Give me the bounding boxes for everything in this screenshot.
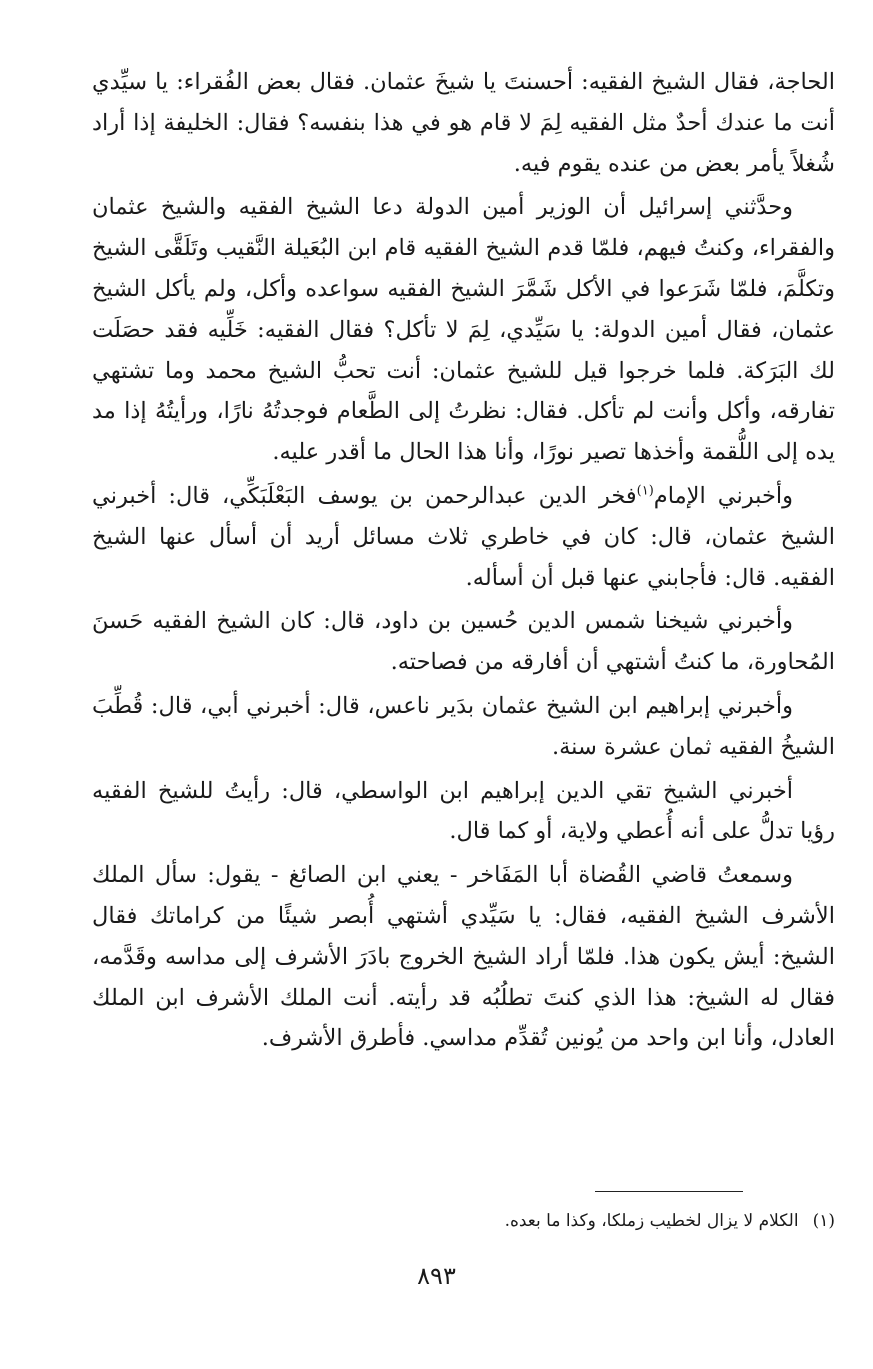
paragraph-3: [92, 476, 835, 598]
footnote-text: الكلام لا يزال لخطيب زملكا، وكذا ما بعده.: [504, 1211, 799, 1231]
main-text: [92, 62, 835, 1059]
paragraph-3-start: وأخبرني الإمام: [653, 482, 793, 509]
footnote-number: (١): [812, 1211, 835, 1231]
footnote: [92, 1206, 835, 1236]
paragraph-1: الحاجة، فقال الشيخ الفقيه: أحسنتَ يا شيخَ عثمان. فقال بعض الفُقراء: يا سيِّدي أنت ما عندك أحدٌ مثل الفقيه لِمَ لا قام هو في هذا بنفسه؟ فقال: الخليفة إذا أراد شُغلاً يأمر بعض من عنده يقوم فيه.: [92, 69, 835, 177]
footnote-reference[interactable]: (١): [636, 483, 654, 499]
page-number: ٨٩٣: [417, 1262, 456, 1290]
paragraph-5: وأخبرني إبراهيم ابن الشيخ عثمان بدَير ناعس، قال: أخبرني أبي، قال: قُطِّبَ الشيخُ الفقيه ثمان عشرة سنة.: [92, 692, 835, 760]
paragraph-6: أخبرني الشيخ تقي الدين إبراهيم ابن الواسطي، قال: رأيتُ للشيخ الفقيه رؤيا تدلُّ على أنه أُعطي ولاية، أو كما قال.: [92, 777, 835, 845]
paragraph-3-rest: فخر الدين عبدالرحمن بن يوسف البَعْلَبَكِّي، قال: أخبرني الشيخ عثمان، قال: كان في خاطري ثلاث مسائل أريد أن أسأل عنها الشيخ الفقيه. قال: فأجابني عنها قبل أن أسأله.: [92, 482, 835, 591]
paragraph-2: وحدَّثني إسرائيل أن الوزير أمين الدولة دعا الشيخ الفقيه والشيخ عثمان والفقراء، وكنتُ فيهم، فلمّا قدم الشيخ الفقيه قام ابن البُعَيلة النَّقيب وتَلَقَّى الشيخ وتكلَّمَ، فلمّا شَرَعوا في الأكل شَمَّرَ الشيخ الفقيه سواعده وأكل، ولم يأكل الشيخ عثمان، فقال أمين الدولة: يا سَيِّدي، لِمَ لا تأكل؟ فقال الفقيه: خَلِّيه فقد حصَلَت لك البَرَكة. فلما خرجوا قيل للشيخ عثمان: أنت تحبُّ الشيخ محمد وما تشتهي تفارقه، وأكل وأنت لم تأكل. فقال: نظرتُ إلى الطَّعام فوجدتُهُ نارًا، ورأيتُهُ إذا مد يده إلى اللُّقمة وأخذها تصير نورًا، وأنا هذا الحال ما أقدر عليه.: [92, 194, 835, 466]
paragraph-4: وأخبرني شيخنا شمس الدين حُسين بن داود، قال: كان الشيخ الفقيه حَسنَ المُحاورة، ما كنتُ أشتهي أن أفارقه من فصاحته.: [92, 608, 835, 676]
footnote-divider: [595, 1191, 743, 1192]
paragraph-7: وسمعتُ قاضي القُضاة أبا المَفَاخر - يعني ابن الصائغ - يقول: سأل الملك الأشرف الشيخ الفقيه، فقال: يا سَيِّدي أشتهي أُبصر شيئًا من كراماتك فقال الشيخ: أيش يكون هذا. فلمّا أراد الشيخ الخروج بادَرَ الأشرف إلى مداسه وقَدَّمه، فقال له الشيخ: هذا الذي كنتَ تطلُبُه قد رأيته. أنت الملك الأشرف ابن الملك العادل، وأنا ابن واحد من يُونين تُقدِّم مداسي. فأطرق الأشرف.: [92, 862, 835, 1052]
